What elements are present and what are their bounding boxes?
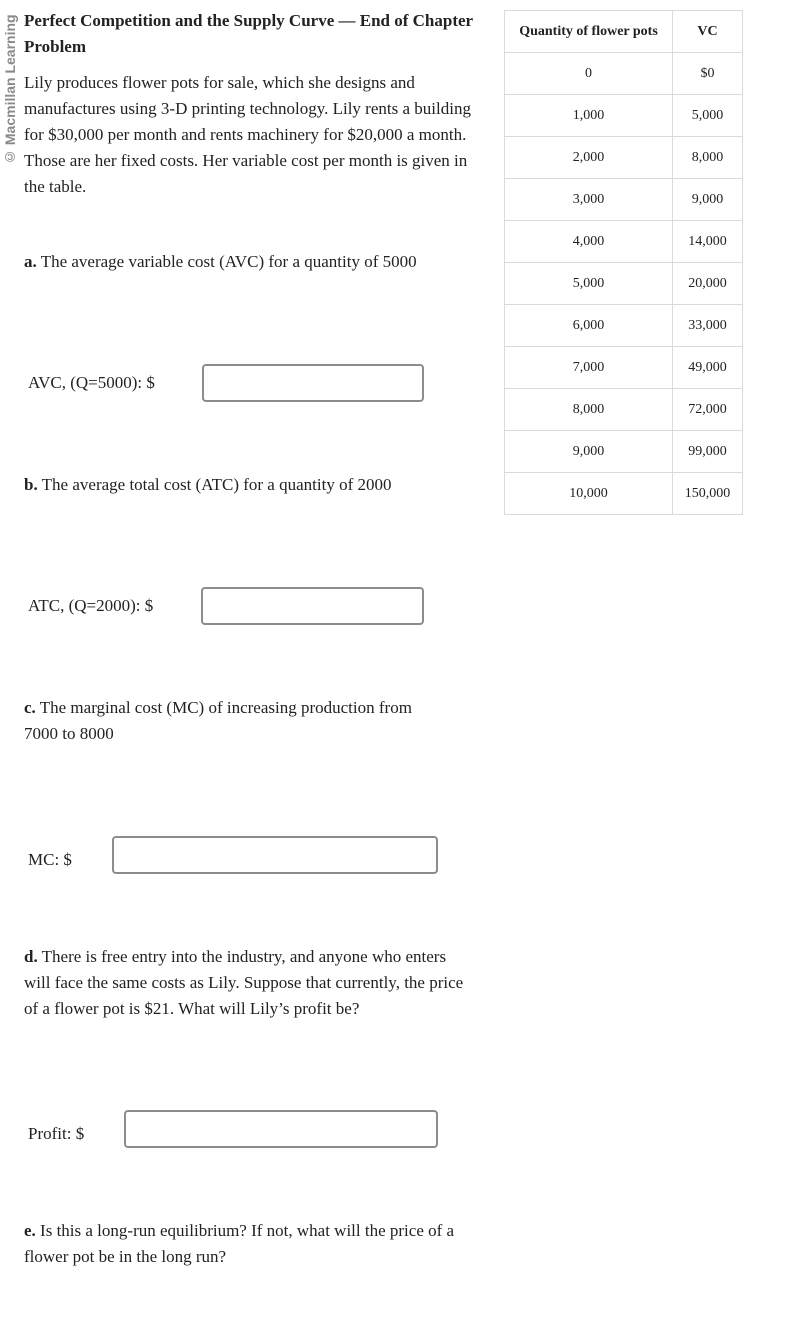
problem-title: Perfect Competition and the Supply Curve — End of Chapter Problem bbox=[24, 11, 473, 56]
problem-intro bbox=[24, 8, 476, 200]
table-row bbox=[505, 347, 743, 389]
quantity-cell: 1,000 bbox=[505, 95, 673, 137]
vc-cell: 72,000 bbox=[673, 389, 743, 431]
problem-description: Lily produces flower pots for sale, which she designs and manufactures using 3-D printing technology. Lily rents a building for $30,000 per month and rents machinery for $20,000 a month. Those are her fixed costs. Her variable cost per month is given in the table. bbox=[24, 73, 471, 196]
quantity-cell: 8,000 bbox=[505, 389, 673, 431]
quantity-column-header: Quantity of flower pots bbox=[505, 11, 673, 53]
vc-cell: 8,000 bbox=[673, 137, 743, 179]
question-c bbox=[24, 695, 444, 747]
table-row bbox=[505, 431, 743, 473]
table-row bbox=[505, 221, 743, 263]
mc-label: MC: $ bbox=[28, 850, 72, 869]
mc-input[interactable] bbox=[112, 836, 438, 874]
quantity-cell: 5,000 bbox=[505, 263, 673, 305]
table-row bbox=[505, 137, 743, 179]
atc-input[interactable] bbox=[201, 587, 424, 625]
table-header-row bbox=[505, 11, 743, 53]
question-letter: c. bbox=[24, 698, 36, 717]
question-text: There is free entry into the industry, and anyone who enters will face the same costs as Lily. Suppose that currently, the price of a flower pot is $21. What will Lily’s profit be? bbox=[24, 947, 464, 1018]
table-row bbox=[505, 53, 743, 95]
vc-cell: 14,000 bbox=[673, 221, 743, 263]
vc-cell: 99,000 bbox=[673, 431, 743, 473]
profit-input[interactable] bbox=[124, 1110, 438, 1148]
question-text: Is this a long-run equilibrium? If not, what will the price of a flower pot be in the long run? bbox=[24, 1221, 455, 1266]
avc-label: AVC, (Q=5000): $ bbox=[28, 373, 155, 392]
table-row bbox=[505, 389, 743, 431]
question-text: The marginal cost (MC) of increasing production from 7000 to 8000 bbox=[24, 698, 412, 743]
question-text: The average variable cost (AVC) for a quantity of 5000 bbox=[40, 252, 417, 271]
vc-cell: $0 bbox=[673, 53, 743, 95]
variable-cost-table bbox=[504, 10, 743, 515]
atc-label: ATC, (Q=2000): $ bbox=[28, 596, 154, 615]
question-letter: e. bbox=[24, 1221, 36, 1240]
vc-cell: 33,000 bbox=[673, 305, 743, 347]
quantity-cell: 3,000 bbox=[505, 179, 673, 221]
question-d bbox=[24, 944, 474, 1022]
profit-label: Profit: $ bbox=[28, 1124, 85, 1143]
question-e bbox=[24, 1218, 474, 1270]
quantity-cell: 7,000 bbox=[505, 347, 673, 389]
question-a bbox=[24, 249, 474, 275]
vc-column-header: VC bbox=[673, 11, 743, 53]
question-text: The average total cost (ATC) for a quantity of 2000 bbox=[41, 475, 392, 494]
question-letter: d. bbox=[24, 947, 38, 966]
quantity-cell: 2,000 bbox=[505, 137, 673, 179]
vc-cell: 150,000 bbox=[673, 473, 743, 515]
quantity-cell: 9,000 bbox=[505, 431, 673, 473]
copyright-watermark: © Macmillan Learning bbox=[2, 14, 18, 165]
avc-input[interactable] bbox=[202, 364, 424, 402]
table-row bbox=[505, 305, 743, 347]
table-row bbox=[505, 179, 743, 221]
quantity-cell: 6,000 bbox=[505, 305, 673, 347]
question-b bbox=[24, 472, 474, 498]
vc-cell: 20,000 bbox=[673, 263, 743, 305]
question-letter: b. bbox=[24, 475, 38, 494]
quantity-cell: 4,000 bbox=[505, 221, 673, 263]
table-row bbox=[505, 473, 743, 515]
question-letter: a. bbox=[24, 252, 37, 271]
vc-cell: 49,000 bbox=[673, 347, 743, 389]
vc-cell: 9,000 bbox=[673, 179, 743, 221]
vc-cell: 5,000 bbox=[673, 95, 743, 137]
quantity-cell: 0 bbox=[505, 53, 673, 95]
table-row bbox=[505, 263, 743, 305]
table-row bbox=[505, 95, 743, 137]
quantity-cell: 10,000 bbox=[505, 473, 673, 515]
